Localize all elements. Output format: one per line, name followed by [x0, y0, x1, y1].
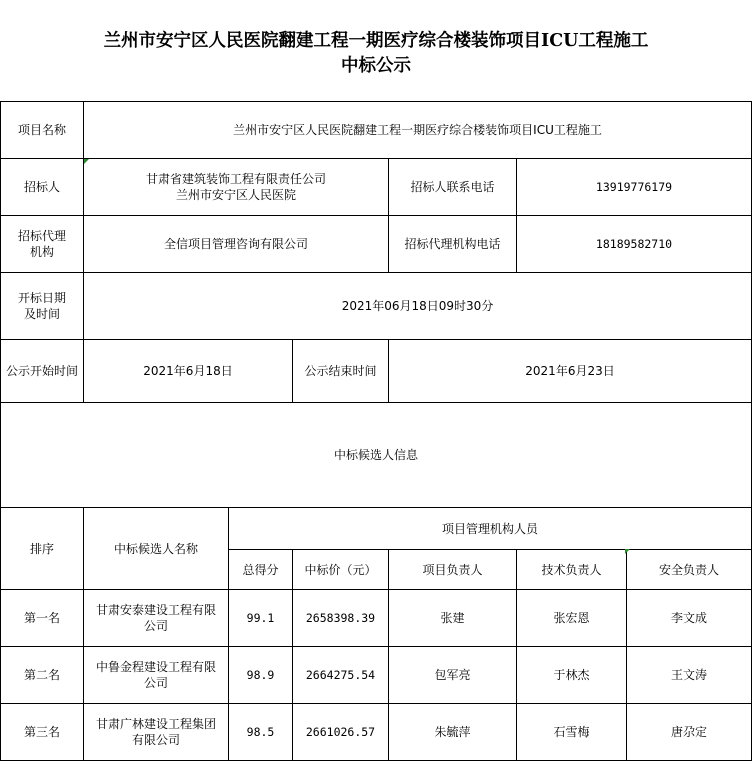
row-price: 2658398.39	[293, 590, 389, 647]
table-row	[1, 704, 752, 761]
document-title	[0, 0, 752, 100]
candidates-section-title: 中标候选人信息	[1, 403, 752, 508]
row-opening	[1, 273, 752, 340]
agency-phone: 18189582710	[517, 216, 752, 273]
row-safety-lead: 李文成	[627, 590, 752, 647]
project-name-value: 兰州市安宁区人民医院翻建工程一期医疗综合楼装饰项目ICU工程施工	[84, 102, 752, 159]
row-score: 98.5	[229, 704, 293, 761]
row-project-lead: 朱毓萍	[389, 704, 517, 761]
candidate-name-line-1: 甘肃广林建设工程集团	[95, 717, 216, 731]
row-price: 2661026.57	[293, 704, 389, 761]
header-tech-lead: 技术负责人	[517, 550, 627, 590]
row-tech-lead: 于林杰	[517, 647, 627, 704]
row-tenderer	[1, 159, 752, 216]
candidate-name-line-1: 甘肃安泰建设工程有限	[95, 603, 216, 617]
comment-marker	[625, 549, 630, 554]
project-name-label: 项目名称	[1, 102, 84, 159]
notice-table	[0, 101, 752, 761]
notice-start-label: 公示开始时间	[1, 340, 84, 403]
agency-label-line-1: 招标代理	[17, 229, 66, 243]
row-rank: 第一名	[1, 590, 84, 647]
row-project-lead: 包军亮	[389, 647, 517, 704]
row-safety-lead: 唐尕定	[627, 704, 752, 761]
opening-label	[1, 273, 84, 340]
opening-label-line-2: 及时间	[23, 307, 60, 321]
row-tech-lead: 石雪梅	[517, 704, 627, 761]
row-candidate-name	[84, 704, 229, 761]
row-project-name	[1, 102, 752, 159]
header-project-lead: 项目负责人	[389, 550, 517, 590]
tenderer-phone: 13919776179	[517, 159, 752, 216]
row-price: 2664275.54	[293, 647, 389, 704]
header-candidate-name: 中标候选人名称	[84, 508, 229, 590]
row-agency	[1, 216, 752, 273]
opening-label-line-1: 开标日期	[17, 291, 66, 305]
row-candidate-name	[84, 647, 229, 704]
row-candidate-name	[84, 590, 229, 647]
row-notice-period	[1, 340, 752, 403]
opening-value: 2021年06月18日09时30分	[84, 273, 752, 340]
title-line-1: 兰州市安宁区人民医院翻建工程一期医疗综合楼装饰项目ICU工程施工	[103, 31, 649, 51]
comment-marker	[84, 159, 89, 164]
table-row	[1, 590, 752, 647]
title-line-2: 中标公示	[341, 56, 411, 76]
header-rank: 排序	[1, 508, 84, 590]
row-section-title	[1, 403, 752, 508]
agency-value: 全信项目管理咨询有限公司	[84, 216, 389, 273]
tenderer-name-1: 甘肃省建筑装饰工程有限责任公司	[145, 172, 326, 186]
row-rank: 第三名	[1, 704, 84, 761]
tenderer-value	[84, 159, 389, 216]
table-row	[1, 647, 752, 704]
notice-end-label: 公示结束时间	[293, 340, 389, 403]
agency-label-line-2: 机构	[29, 245, 54, 259]
tenderer-label: 招标人	[1, 159, 84, 216]
header-price: 中标价（元）	[293, 550, 389, 590]
header-staff-group: 项目管理机构人员	[229, 508, 752, 550]
row-score: 98.9	[229, 647, 293, 704]
notice-start-value: 2021年6月18日	[84, 340, 293, 403]
tenderer-phone-label: 招标人联系电话	[389, 159, 517, 216]
candidate-name-line-2: 公司	[143, 619, 168, 633]
row-project-lead: 张建	[389, 590, 517, 647]
candidate-name-line-2: 有限公司	[131, 733, 180, 747]
tenderer-name-2: 兰州市安宁区人民医院	[175, 188, 296, 202]
row-tech-lead: 张宏恩	[517, 590, 627, 647]
row-header-1	[1, 508, 752, 550]
agency-phone-label: 招标代理机构电话	[389, 216, 517, 273]
candidate-name-line-2: 公司	[143, 676, 168, 690]
notice-end-value: 2021年6月23日	[389, 340, 752, 403]
candidate-name-line-1: 中鲁金程建设工程有限	[95, 660, 216, 674]
header-score: 总得分	[229, 550, 293, 590]
row-score: 99.1	[229, 590, 293, 647]
header-safety-lead: 安全负责人	[627, 550, 752, 590]
agency-label	[1, 216, 84, 273]
row-rank: 第二名	[1, 647, 84, 704]
row-safety-lead: 王文涛	[627, 647, 752, 704]
